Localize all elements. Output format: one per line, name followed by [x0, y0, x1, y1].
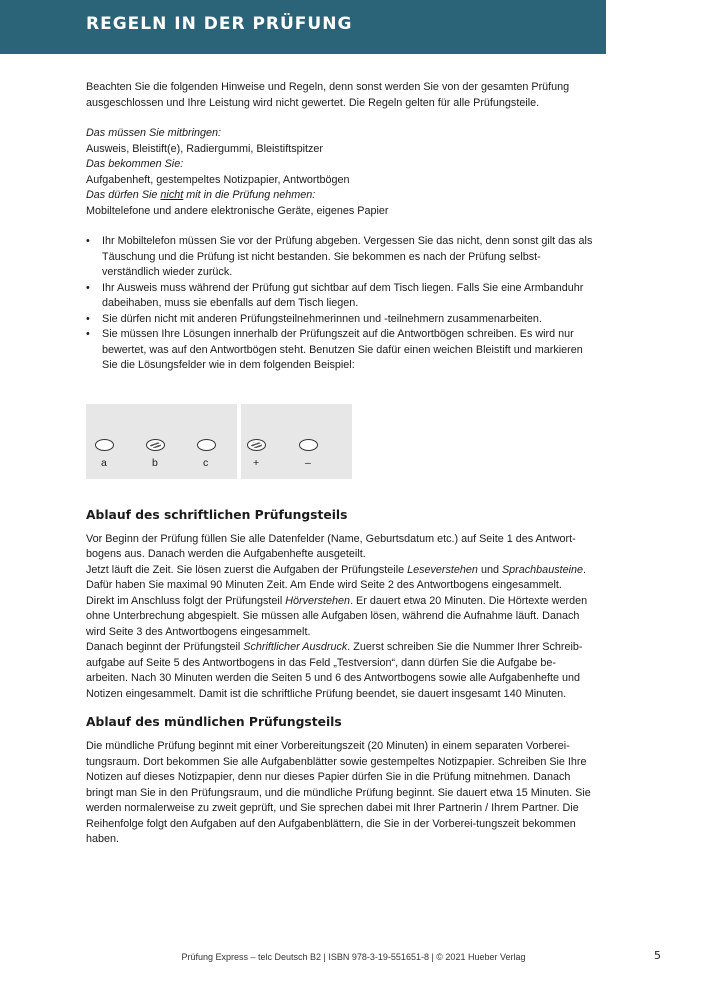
- bubble-label: +: [253, 456, 260, 469]
- bubble-marked: [146, 439, 165, 451]
- example-box-plusminus: [241, 404, 352, 479]
- intro-paragraph: Beachten Sie die folgenden Hinweise und Regeln, denn sonst werden Sie von der gesamten Prüfung ausgeschlossen und Ihre Leistung wird nicht gewertet. Die Regeln gelten für alle Prüfungsteile.: [86, 81, 570, 109]
- answer-example: [86, 404, 596, 479]
- get-text: Aufgabenheft, gestempeltes Notizpapier, Antwortbögen: [86, 173, 350, 186]
- bubble-empty: [95, 439, 114, 451]
- bubble-label: –: [305, 456, 311, 469]
- bring-heading: Das müssen Sie mitbringen:: [86, 127, 222, 139]
- bubble-empty: [197, 439, 216, 451]
- written-paragraph: Direkt im Anschluss folgt der Prüfungsteil Hörverstehen. Er dauert etwa 20 Minuten. Die Hörtexte werden ohne Unterbrechung abgespielt. Sie müssen alle Aufgaben lösen, während die Aufnahme läuft. Danach wird Seite 3 des Antwortbogens eingesammelt.: [86, 594, 588, 638]
- notallowed-heading-post: mit in die Prüfung nehmen:: [183, 189, 316, 201]
- notallowed-heading: [86, 188, 596, 204]
- get-heading: Das bekommen Sie:: [86, 158, 184, 170]
- bubble-label: b: [152, 456, 158, 469]
- written-section-heading: Ablauf des schriftlichen Prüfungsteils: [86, 507, 348, 522]
- example-box-abc: [86, 404, 237, 479]
- rule-item: • Sie dürfen nicht mit anderen Prüfungsteilnehmerinnen und -teilnehmern zusammenarbeiten.: [86, 312, 596, 328]
- rule-item: • Ihr Mobiltelefon müssen Sie vor der Prüfung abgeben. Vergessen Sie das nicht, denn sonst gilt das als Täuschung und die Prüfung ist nicht bestanden. Sie bekommen es nach der Prüfung selbst-verständlich wieder zurück.: [86, 234, 596, 281]
- bubble-empty: [299, 439, 318, 451]
- rule-item: • Sie müssen Ihre Lösungen innerhalb der Prüfungszeit auf die Antwortbögen schreiben. Es wird nur bewertet, was auf den Antwortbögen steht. Benutzen Sie dafür einen weichen Bleistift und markieren Sie die Lösungsfelder wie in dem folgenden Beispiel:: [86, 327, 596, 374]
- rule-item: • Ihr Ausweis muss während der Prüfung gut sichtbar auf dem Tisch liegen. Falls Sie eine Armbanduhr dabeihaben, muss sie ebenfalls auf dem Tisch liegen.: [86, 281, 596, 312]
- notallowed-heading-pre: Das dürfen Sie: [86, 189, 161, 201]
- written-paragraph: Jetzt läuft die Zeit. Sie lösen zuerst die Aufgaben der Prüfungsteile Leseverstehen und Sprachbausteine. Dafür haben Sie maximal 90 Minuten Zeit. Am Ende wird Seite 2 des Antwortbogens eingesammelt.: [86, 563, 587, 591]
- main-content: [86, 80, 596, 848]
- bubble-label: c: [203, 456, 209, 469]
- notallowed-heading-underlined: nicht: [160, 189, 184, 201]
- rules-list: [86, 234, 596, 374]
- bring-text: Ausweis, Bleistift(e), Radiergummi, Bleistiftspitzer: [86, 142, 323, 155]
- bubble-label: a: [101, 456, 107, 469]
- page-number: 5: [654, 949, 661, 962]
- notallowed-text: Mobiltelefone und andere elektronische Geräte, eigenes Papier: [86, 204, 389, 217]
- chapter-banner: [0, 0, 606, 54]
- written-paragraph: Danach beginnt der Prüfungsteil Schriftlicher Ausdruck. Zuerst schreiben Sie die Nummer Ihrer Schreib-aufgabe auf Seite 5 des Antwortbogens in das Feld „Testversion“, dann dürfen Sie die Aufgabe be-arbeiten. Nach 30 Minuten werden die Seiten 5 und 6 des Antwortbogens sowie alle Aufgabenhefte und Notizen eingesammelt. Damit ist die schriftliche Prüfung beendet, sie dauert insgesamt 140 Minuten.: [86, 641, 583, 700]
- page-title: REGELN IN DER PRÜFUNG: [86, 14, 353, 34]
- written-paragraph: Vor Beginn der Prüfung füllen Sie alle Datenfelder (Name, Geburtsdatum etc.) auf Seite 1 des Antwort-bogens aus. Danach werden die Aufgabenhefte ausgeteilt.: [86, 532, 576, 560]
- oral-section-heading: Ablauf des mündlichen Prüfungsteils: [86, 715, 342, 729]
- page-footer: Prüfung Express – telc Deutsch B2 | ISBN 978-3-19-551651-8 | © 2021 Hueber Verlag: [181, 952, 526, 962]
- bubble-marked: [247, 439, 266, 451]
- oral-paragraph: Die mündliche Prüfung beginnt mit einer Vorbereitungszeit (20 Minuten) in einem separaten Vorberei-tungsraum. Dort bekommen Sie alle Aufgabenblätter sowie gestempeltes Notizpapier. Schreiben Sie Ihre Notizen auf dieses Notizpapier, denn nur dieses Papier dürfen Sie in die Prüfung mitnehmen. Danach bringt man Sie in den Prüfungsraum, und die mündliche Prüfung beginnt. Sie dauert etwa 15 Minuten. Sie werden normalerweise zu zweit geprüft, und Sie sprechen dabei mit Ihrer Partnerin / Ihrem Partner. Die Reihenfolge folgt den Aufgaben auf den Aufgabenblättern, die Sie in der Vorberei-tungszeit bekommen haben.: [86, 740, 591, 845]
